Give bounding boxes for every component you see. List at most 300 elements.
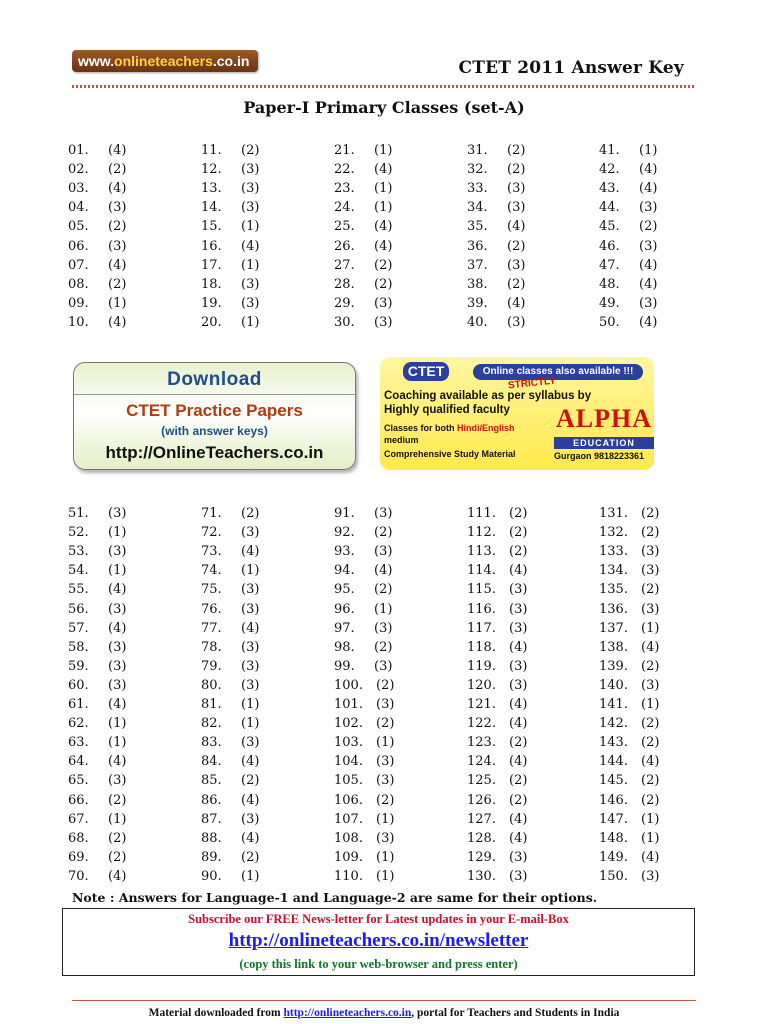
question-number: 99. <box>334 658 355 674</box>
answer-option: (2) <box>241 849 260 865</box>
question-number: 77. <box>201 620 222 636</box>
online-classes-badge: Online classes also available !!! <box>473 364 643 380</box>
page-subtitle: Paper-I Primary Classes (set-A) <box>243 98 525 117</box>
question-number: 107. <box>334 811 363 827</box>
newsletter-headline: Subscribe our FREE News-letter for Latest updates in your E-mail-Box <box>188 912 569 926</box>
question-number: 02. <box>68 162 89 178</box>
question-number: 84. <box>201 754 222 770</box>
answer-option: (4) <box>639 314 658 330</box>
answer-option: (2) <box>509 773 528 789</box>
question-number: 29. <box>334 295 355 311</box>
question-number: 62. <box>68 716 89 732</box>
answer-option: (4) <box>639 162 658 178</box>
answer-option: (3) <box>108 677 127 693</box>
question-number: 73. <box>201 544 222 560</box>
question-number: 126. <box>467 792 496 808</box>
question-number: 111. <box>467 506 496 521</box>
question-number: 64. <box>68 754 89 770</box>
question-number: 03. <box>68 181 89 197</box>
answer-option: (3) <box>507 200 526 216</box>
answer-option: (1) <box>241 219 260 235</box>
question-number: 69. <box>68 849 89 865</box>
answer-option: (2) <box>509 792 528 808</box>
answer-option: (1) <box>108 811 127 827</box>
answer-option: (3) <box>108 658 127 674</box>
banner-url[interactable]: http://OnlineTeachers.co.in <box>105 443 324 462</box>
answer-option: (1) <box>108 525 127 541</box>
answer-option: (3) <box>241 582 260 598</box>
question-number: 147. <box>599 811 628 827</box>
answer-option: (4) <box>108 620 127 636</box>
answer-option: (3) <box>507 181 526 197</box>
answer-option: (4) <box>241 830 260 846</box>
question-number: 101. <box>334 697 363 712</box>
answer-option: (3) <box>108 773 127 789</box>
answer-option: (4) <box>507 295 526 311</box>
footer-divider <box>72 1000 696 1001</box>
answer-option: (1) <box>241 314 260 330</box>
answer-option: (2) <box>507 276 526 292</box>
question-number: 43. <box>599 181 620 197</box>
question-number: 90. <box>201 868 222 884</box>
question-number: 06. <box>68 238 89 254</box>
question-number: 145. <box>599 773 628 789</box>
banner-keys-label: (with answer keys) <box>161 424 268 438</box>
question-number: 96. <box>334 601 355 617</box>
classes-line <box>384 422 554 446</box>
question-number: 129. <box>467 849 496 865</box>
answer-option: (3) <box>509 868 528 884</box>
question-number: 104. <box>334 754 363 770</box>
question-number: 49. <box>599 295 620 311</box>
footer-post: , portal for Teachers and Students in India <box>411 1007 620 1019</box>
question-number: 109. <box>334 849 363 865</box>
answer-option: (3) <box>376 754 395 770</box>
question-number: 146. <box>599 792 628 808</box>
question-number: 105. <box>334 773 363 789</box>
footer <box>0 1007 768 1019</box>
question-number: 114. <box>467 563 496 579</box>
question-number: 136. <box>599 601 628 617</box>
answer-option: (3) <box>376 773 395 789</box>
alpha-logo: ALPHA <box>556 404 652 433</box>
answer-option: (3) <box>509 849 528 865</box>
question-number: 138. <box>599 639 628 655</box>
question-number: 127. <box>467 811 496 827</box>
question-number: 12. <box>201 162 222 178</box>
answer-option: (3) <box>241 811 260 827</box>
answer-option: (4) <box>108 143 127 158</box>
answer-option: (4) <box>108 257 127 273</box>
answer-option: (4) <box>639 276 658 292</box>
answer-option: (3) <box>641 677 660 693</box>
question-number: 72. <box>201 525 222 541</box>
question-number: 139. <box>599 658 628 674</box>
question-number: 78. <box>201 639 222 655</box>
question-number: 04. <box>68 200 89 216</box>
question-number: 87. <box>201 811 222 827</box>
answer-option: (3) <box>241 162 260 178</box>
question-number: 35. <box>467 219 488 235</box>
question-number: 110. <box>334 868 363 884</box>
question-number: 61. <box>68 697 89 712</box>
question-number: 38. <box>467 276 488 292</box>
footer-link[interactable]: http://onlineteachers.co.in <box>283 1007 412 1019</box>
answer-option: (2) <box>374 276 393 292</box>
answer-option: (3) <box>374 314 393 330</box>
question-number: 20. <box>201 314 222 330</box>
answer-option: (3) <box>509 677 528 693</box>
question-number: 42. <box>599 162 620 178</box>
answer-option: (3) <box>241 601 260 617</box>
answer-option: (3) <box>509 658 528 674</box>
answer-option: (4) <box>509 716 528 732</box>
answer-option: (3) <box>374 620 393 636</box>
question-number: 86. <box>201 792 222 808</box>
answer-option: (2) <box>641 506 660 521</box>
answer-option: (3) <box>241 735 260 751</box>
answer-option: (2) <box>241 506 260 521</box>
question-number: 57. <box>68 620 89 636</box>
answer-option: (1) <box>641 811 660 827</box>
question-number: 58. <box>68 639 89 655</box>
question-number: 89. <box>201 849 222 865</box>
answer-option: (3) <box>507 314 526 330</box>
answer-option: (4) <box>639 257 658 273</box>
question-number: 74. <box>201 563 222 579</box>
answer-option: (4) <box>509 830 528 846</box>
question-number: 93. <box>334 544 355 560</box>
header-divider <box>72 85 696 88</box>
study-material-line: Comprehensive Study Material <box>384 449 516 459</box>
answer-option: (1) <box>641 830 660 846</box>
question-number: 150. <box>599 868 628 884</box>
answer-option: (4) <box>374 162 393 178</box>
question-number: 54. <box>68 563 89 579</box>
answer-option: (4) <box>641 639 660 655</box>
language-note: Note : Answers for Language-1 and Language-2 are same for their options. <box>72 890 598 905</box>
answer-option: (3) <box>509 582 528 598</box>
answer-option: (1) <box>374 181 393 197</box>
answer-option: (2) <box>509 525 528 541</box>
question-number: 130. <box>467 868 496 884</box>
answer-option: (3) <box>241 276 260 292</box>
answer-option: (4) <box>108 314 127 330</box>
answer-option: (3) <box>507 257 526 273</box>
answer-option: (4) <box>374 238 393 254</box>
answer-option: (4) <box>509 754 528 770</box>
answer-option: (1) <box>376 811 395 827</box>
answer-option: (4) <box>509 639 528 655</box>
answer-option: (1) <box>241 697 260 712</box>
faculty-line: Highly qualified faculty <box>384 404 510 416</box>
question-number: 44. <box>599 200 620 216</box>
question-number: 123. <box>467 735 496 751</box>
question-number: 56. <box>68 601 89 617</box>
answer-option: (3) <box>641 563 660 579</box>
answer-option: (3) <box>509 601 528 617</box>
answer-option: (4) <box>641 754 660 770</box>
classes-post: medium <box>384 435 419 445</box>
newsletter-box <box>62 908 695 976</box>
logo-post: .co.in <box>212 53 250 69</box>
answer-option: (3) <box>241 200 260 216</box>
answer-option: (3) <box>376 697 395 712</box>
answer-option: (2) <box>641 716 660 732</box>
question-number: 31. <box>467 143 488 158</box>
question-number: 133. <box>599 544 628 560</box>
answer-option: (3) <box>639 295 658 311</box>
question-number: 63. <box>68 735 89 751</box>
question-number: 68. <box>68 830 89 846</box>
question-number: 55. <box>68 582 89 598</box>
answer-option: (4) <box>108 181 127 197</box>
question-number: 119. <box>467 658 496 674</box>
question-number: 22. <box>334 162 355 178</box>
question-number: 95. <box>334 582 355 598</box>
answer-option: (4) <box>509 811 528 827</box>
classes-pre: Classes for both <box>384 423 458 433</box>
newsletter-instruction: (copy this link to your web-browser and press enter) <box>239 957 518 971</box>
answer-option: (1) <box>108 295 127 311</box>
question-number: 51. <box>68 506 89 521</box>
answer-option: (3) <box>241 295 260 311</box>
answer-option: (3) <box>639 200 658 216</box>
answer-option: (4) <box>374 219 393 235</box>
answer-option: (2) <box>376 716 395 732</box>
answer-option: (4) <box>108 754 127 770</box>
question-number: 137. <box>599 620 628 636</box>
question-number: 144. <box>599 754 628 770</box>
answer-option: (3) <box>241 677 260 693</box>
question-number: 24. <box>334 200 355 216</box>
classes-medium: Hindi/English <box>457 423 515 433</box>
answer-option: (4) <box>507 219 526 235</box>
question-number: 120. <box>467 677 496 693</box>
question-number: 141. <box>599 697 628 712</box>
answer-option: (2) <box>374 257 393 273</box>
answer-option: (1) <box>241 868 260 884</box>
question-number: 142. <box>599 716 628 732</box>
answer-option: (1) <box>376 735 395 751</box>
question-number: 10. <box>68 314 89 330</box>
question-number: 14. <box>201 200 222 216</box>
question-number: 19. <box>201 295 222 311</box>
answer-option: (4) <box>509 563 528 579</box>
question-number: 149. <box>599 849 628 865</box>
coaching-line: Coaching available as per syllabus by <box>384 390 592 402</box>
answer-option: (4) <box>241 238 260 254</box>
answer-option: (1) <box>376 868 395 884</box>
question-number: 118. <box>467 639 496 655</box>
question-number: 131. <box>599 506 628 521</box>
answer-option: (3) <box>108 639 127 655</box>
doc-title: CTET 2011 Answer Key <box>458 58 684 78</box>
answer-option: (3) <box>241 525 260 541</box>
answer-option: (3) <box>374 658 393 674</box>
answer-option: (1) <box>641 620 660 636</box>
answer-option: (1) <box>374 601 393 617</box>
question-number: 40. <box>467 314 488 330</box>
answer-option: (2) <box>108 162 127 178</box>
question-number: 94. <box>334 563 355 579</box>
question-number: 102. <box>334 716 363 732</box>
logo-mid: onlineteachers <box>114 53 213 69</box>
answer-option: (1) <box>241 563 260 579</box>
answer-option: (3) <box>641 868 660 884</box>
answer-option: (1) <box>108 563 127 579</box>
question-number: 106. <box>334 792 363 808</box>
question-number: 33. <box>467 181 488 197</box>
answer-option: (1) <box>374 200 393 216</box>
question-number: 08. <box>68 276 89 292</box>
answer-option: (3) <box>641 544 660 560</box>
question-number: 32. <box>467 162 488 178</box>
question-number: 100. <box>334 677 363 693</box>
question-number: 85. <box>201 773 222 789</box>
answer-option: (3) <box>241 181 260 197</box>
question-number: 92. <box>334 525 355 541</box>
question-number: 143. <box>599 735 628 751</box>
answer-option: (1) <box>108 735 127 751</box>
answer-option: (4) <box>241 620 260 636</box>
question-number: 121. <box>467 697 496 712</box>
banner-download-label: Download <box>167 369 262 390</box>
answer-option: (1) <box>641 697 660 712</box>
answer-option: (2) <box>509 506 528 521</box>
answer-option: (3) <box>374 544 393 560</box>
question-number: 115. <box>467 582 496 598</box>
banner-papers-label: CTET Practice Papers <box>126 401 303 420</box>
question-number: 116. <box>467 601 496 617</box>
answer-option: (2) <box>641 735 660 751</box>
question-number: 18. <box>201 276 222 292</box>
answer-option: (2) <box>641 773 660 789</box>
answer-option: (1) <box>639 143 658 158</box>
answer-option: (2) <box>641 582 660 598</box>
practice-papers-banner[interactable] <box>73 362 356 470</box>
answer-option: (3) <box>509 620 528 636</box>
question-number: 41. <box>599 143 620 158</box>
question-number: 48. <box>599 276 620 292</box>
answer-option: (1) <box>374 143 393 158</box>
question-number: 71. <box>201 506 222 521</box>
answer-option: (2) <box>509 735 528 751</box>
question-number: 60. <box>68 677 89 693</box>
answer-option: (2) <box>641 792 660 808</box>
strictly-label: STRICTLY <box>507 375 557 392</box>
contact-line: Gurgaon 9818223361 <box>554 451 645 461</box>
question-number: 27. <box>334 257 355 273</box>
answer-option: (2) <box>108 276 127 292</box>
question-number: 11. <box>201 143 222 158</box>
answer-option: (4) <box>374 563 393 579</box>
question-number: 76. <box>201 601 222 617</box>
question-number: 148. <box>599 830 628 846</box>
question-number: 70. <box>68 868 89 884</box>
question-number: 39. <box>467 295 488 311</box>
answer-option: (4) <box>241 544 260 560</box>
answer-option: (4) <box>108 582 127 598</box>
question-number: 125. <box>467 773 496 789</box>
answer-option: (3) <box>108 506 127 521</box>
answer-option: (4) <box>108 697 127 712</box>
question-number: 79. <box>201 658 222 674</box>
question-number: 52. <box>68 525 89 541</box>
ctet-badge: CTET <box>403 362 449 381</box>
question-number: 17. <box>201 257 222 273</box>
answer-option: (4) <box>639 181 658 197</box>
question-number: 53. <box>68 544 89 560</box>
newsletter-link[interactable]: http://onlineteachers.co.in/newsletter <box>228 930 529 951</box>
question-number: 23. <box>334 181 355 197</box>
question-number: 36. <box>467 238 488 254</box>
alpha-education-ad[interactable] <box>380 357 654 470</box>
question-number: 82. <box>201 716 222 732</box>
question-number: 75. <box>201 582 222 598</box>
logo-pre: www. <box>78 53 115 69</box>
answer-option: (4) <box>509 697 528 712</box>
answer-option: (2) <box>509 544 528 560</box>
question-number: 05. <box>68 219 89 235</box>
question-number: 91. <box>334 506 355 521</box>
question-number: 30. <box>334 314 355 330</box>
question-number: 59. <box>68 658 89 674</box>
question-number: 103. <box>334 735 363 751</box>
answer-option: (3) <box>376 830 395 846</box>
question-number: 25. <box>334 219 355 235</box>
question-number: 26. <box>334 238 355 254</box>
question-number: 46. <box>599 238 620 254</box>
answer-option: (2) <box>507 238 526 254</box>
question-number: 16. <box>201 238 222 254</box>
question-number: 88. <box>201 830 222 846</box>
answer-option: (3) <box>374 506 393 521</box>
answer-option: (2) <box>108 830 127 846</box>
question-number: 65. <box>68 773 89 789</box>
question-number: 140. <box>599 677 628 693</box>
answer-option: (2) <box>639 219 658 235</box>
answer-option: (2) <box>507 162 526 178</box>
question-number: 66. <box>68 792 89 808</box>
question-number: 37. <box>467 257 488 273</box>
answer-option: (4) <box>241 754 260 770</box>
answer-option: (2) <box>108 219 127 235</box>
question-number: 97. <box>334 620 355 636</box>
question-number: 67. <box>68 811 89 827</box>
question-number: 45. <box>599 219 620 235</box>
answer-option: (1) <box>108 716 127 732</box>
answer-option: (2) <box>108 849 127 865</box>
question-number: 81. <box>201 697 222 712</box>
question-number: 07. <box>68 257 89 273</box>
answer-option: (2) <box>376 792 395 808</box>
answer-option: (1) <box>241 257 260 273</box>
answer-option: (2) <box>507 143 526 158</box>
answer-option: (4) <box>641 849 660 865</box>
answer-option: (3) <box>241 639 260 655</box>
answer-option: (3) <box>374 295 393 311</box>
question-number: 80. <box>201 677 222 693</box>
question-number: 50. <box>599 314 620 330</box>
question-number: 34. <box>467 200 488 216</box>
answer-option: (1) <box>376 849 395 865</box>
answer-option: (4) <box>241 792 260 808</box>
site-logo[interactable] <box>72 50 258 72</box>
answer-option: (3) <box>108 200 127 216</box>
question-number: 122. <box>467 716 496 732</box>
answer-option: (2) <box>108 792 127 808</box>
